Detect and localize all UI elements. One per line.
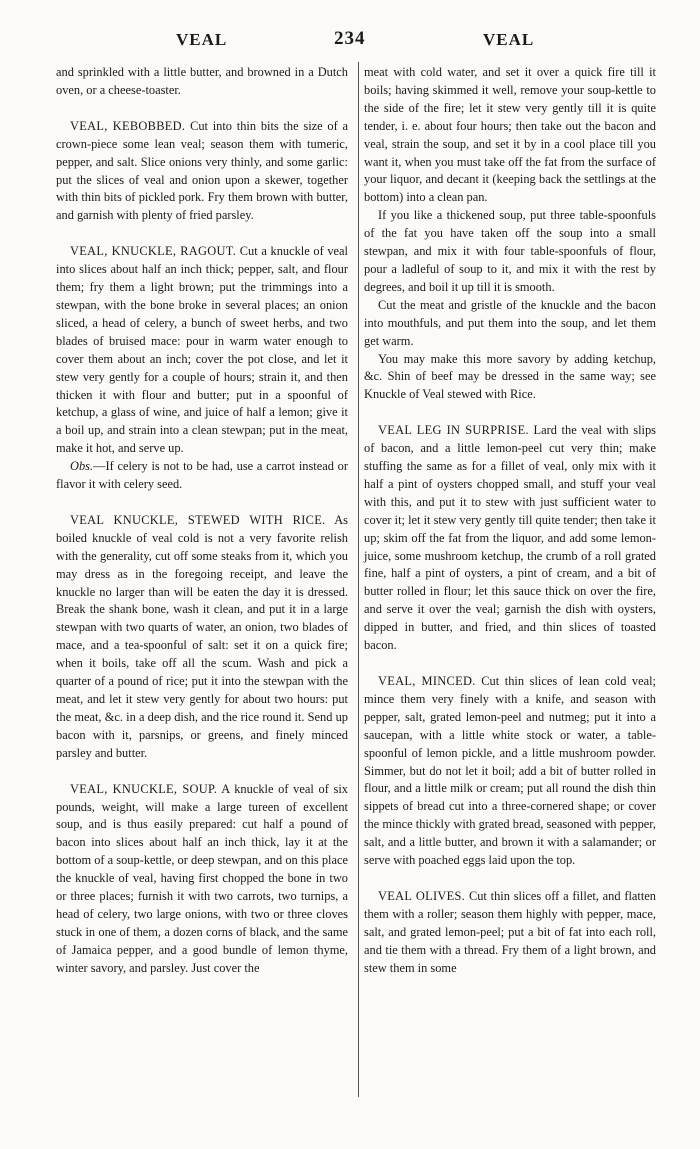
recipe-title: VEAL, KNUCKLE, SOUP. <box>70 781 218 796</box>
running-head-left: VEAL <box>176 30 228 49</box>
recipe-veal-knuckle-soup <box>56 781 348 978</box>
column-divider <box>358 62 359 1097</box>
recipe-veal-knuckle-stewed-rice <box>56 512 348 763</box>
soup-continued-text: You may make this more savory by adding ketchup, &c. Shin of beef may be dressed in the same way; see Knuckle of Veal stewed with Rice. <box>364 351 656 402</box>
recipe-veal-olives <box>364 888 656 978</box>
recipe-text: Lard the veal with slips of bacon, and a little lemon-peel cut very thin; make stuffing the same as for a fillet of veal, only mix with it half a pint of oysters chopped small, and stuff your veal with this, and put it to stew with just sufficient water to cover it; let it stew very gently till quite tender; then take it up; skim off the fat from the liquor, and add some lemon-juice, some mushroom ketchup, the crumb of a roll grated fine, half a pint of oysters, a pint of cream, and a bit of butter rolled in flour; let this sauce thick on over the fire, and serve it over the veal; garnish the dish with oysters, dipped in butter, and fried, and thin slices of toasted bacon. <box>364 423 656 653</box>
recipe-text: Cut into thin bits the size of a crown-piece some lean veal; season them with tumeric, pepper, and salt. Slice onions very thinly, and some garlic: put the slices of veal and onion upon a skewer, together with thin bits of pickled pork. Fry them brown with butter, and garnish with plenty of fried parsley. <box>56 118 349 223</box>
recipe-text: As boiled knuckle of veal cold is not a very favorite relish with the generality, cut off some steaks from it, which you may dress as in the foregoing receipt, and leave the knuckle no larger than will be eaten the day it is dressed. Break the shank bone, wash it clean, and put it in a large stewpan with two quarts of water, an onion, two blades of mace, and a tea-spoonful of salt: set it on a quick fire; when it boils, take off all the scum. Wash and pick a quarter of a pound of rice; put it into the stewpan with the meat, and let it stew very gently for about two hours: put the meat, &c. in a deep dish, and the rice round it. Send up bacon with it, parsnips, or greens, and finely minced parsley and butter. <box>56 512 348 760</box>
recipe-title: VEAL LEG IN SURPRISE. <box>378 423 529 438</box>
recipe-veal-knuckle-ragout <box>56 243 348 458</box>
continuation-text: and sprinkled with a little butter, and browned in a Dutch oven, or a cheese-toaster. <box>56 65 348 97</box>
right-column <box>364 64 656 978</box>
recipe-text: Cut a knuckle of veal into slices about half an inch thick; pepper, salt, and flour them; fry them a light brown; put the trimmings into a stewpan, with the bone broke in several places; an onion sliced, a head of celery, a bunch of sweet herbs, and two blades of bruised mace: pour in warm water enough to cover them about an inch; cover the pot close, and let it stew very gently for a couple of hours; strain it, and then thicken it with flour and butter; put in a spoonful of ketchup, a glass of wine, and juice of half a lemon; give it a boil up, and strain into a clean stewpan; put in the meat, make it hot, and serve up. <box>56 244 348 456</box>
recipe-text: Cut thin slices of lean cold veal; mince them very finely with a knife, and season with pepper, salt, grated lemon-peel and nutmeg; put it into a saucepan, with a little white stock or water, a table-spoonful of lemon pickle, and a little mushroom powder. Simmer, but do not let it boil; add a bit of butter rolled in flour, and a little milk or cream; put all round the dish thin sippets of bread cut into a three-cornered shape; or cover the mince thickly with grated bread, seasoned with pepper, salt, and a little butter, and brown it with a salamander; or serve with poached eggs laid upon the top. <box>364 674 656 868</box>
soup-continued-text: If you like a thickened soup, put three table-spoonfuls of the fat you have taken off the soup into a small stewpan, and mix it with four table-spoonfuls of flour, pour a ladleful of soup to it, and mix it with the rest by degrees, and boil it up till it is smooth. <box>364 208 656 294</box>
recipe-text: A knuckle of veal of six pounds, weight, will make a large tureen of excellent soup, and is thus easily prepared: cut half a pound of bacon into slices about half an inch thick, lay it at the bottom of a soup-kettle, or deep stewpan, and on this place the knuckle of veal, having first chopped the bone in two or three places; furnish it with two carrots, two turnips, a head of celery, two large onions, with two or three cloves stuck in one of them, a dozen corns of black, and the same of Jamaica pepper, and a good bundle of lemon thyme, winter savory, and parsley. Just cover the <box>56 781 348 975</box>
recipe-veal-leg-surprise <box>364 422 656 655</box>
recipe-title: VEAL, KNUCKLE, RAGOUT. <box>70 244 237 259</box>
recipe-title: VEAL, KEBOBBED. <box>70 118 186 133</box>
recipe-veal-kebobbed <box>56 118 348 225</box>
left-column <box>56 64 348 978</box>
page-number: 234 <box>334 28 366 49</box>
running-head-right: VEAL <box>483 30 535 49</box>
recipe-text: Cut thin slices off a fillet, and flatten them with a roller; season them highly with pepper, mace, salt, and grated lemon-peel; put a bit of fat into each roll, and tie them with a thread. Fry them of a light brown, and stew them in some <box>364 888 656 975</box>
recipe-veal-minced <box>364 673 656 870</box>
recipe-observation <box>56 458 348 494</box>
recipe-title: VEAL KNUCKLE, STEWED WITH RICE. <box>70 512 326 527</box>
recipe-title: VEAL, MINCED. <box>378 674 476 688</box>
soup-continued-text: meat with cold water, and set it over a quick fire till it boils; having skimmed it well, remove your soup-kettle to the side of the fire; let it stew very gently till it is quite tender, i. e. about four hours; then take out the bacon and veal, strain the soup, and set it by in a cool place till you want it, when you must take off the fat from the surface of your liquor, and decant it (keeping back the settlings at the bottom) into a clean pan. <box>364 65 656 205</box>
obs-label: Obs. <box>70 459 94 474</box>
obs-text: —If celery is not to be had, use a carrot instead or flavor it with celery seed. <box>56 459 348 492</box>
page-header <box>52 30 672 58</box>
soup-continued-text: Cut the meat and gristle of the knuckle and the bacon into mouthfuls, and put them into the soup, and let them get warm. <box>364 297 656 348</box>
recipe-title: VEAL OLIVES. <box>378 888 466 903</box>
